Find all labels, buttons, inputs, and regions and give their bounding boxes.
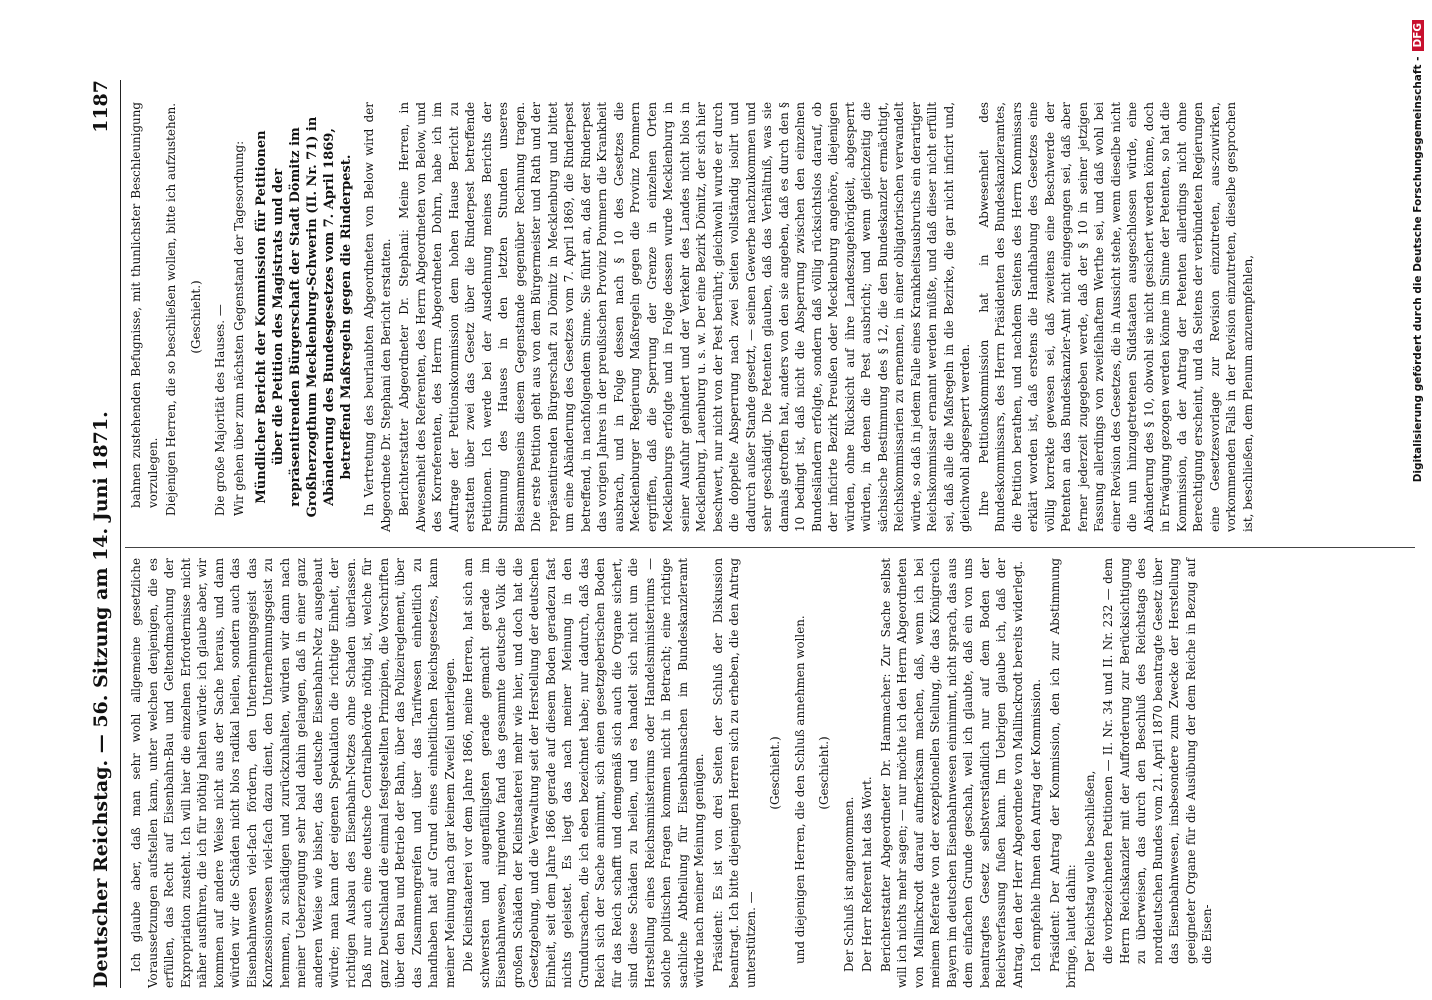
agenda-item-heading: Mündlicher Bericht der Kommission für Petitionen über die Petition des Magistrats und der repräsentirenden Bürgerschaft der Stadt Dömitz im Großherzogthum Mecklenburg-Schwerin (II. Nr. 71) in Abänderung des Bundesgesetzes vom 7. April 1869, betreffend Maßregeln gegen die Rinderpest. (254, 116, 354, 518)
paragraph: und diejenigen Herren, die den Schluß annehmen wollen. (792, 615, 807, 964)
paragraph: Der Herr Referent hat das Wort. (860, 776, 874, 972)
running-title: Deutscher Reichstag. — 56. Sitzung am 14. Juni 1871. (90, 411, 112, 988)
paragraph: die vorbezeichneten Petitionen — II. Nr. 34 und II. Nr. 232 — dem Herrn Reichskanzler mit der Aufforderung zur Berücksichtigung zu überweisen, das durch den Beschluß des Reichstags des norddeutschen Bundes vom 21. April 1870 beantragte Gesetz über das Eisenbahnwesen, insbesondere zum Zwecke der Herstellung geeigneter Organe für die Ausübung der dem Reiche in Bezug auf die Eisen- (1101, 558, 1214, 964)
column-divider (125, 547, 1415, 548)
header-rule (120, 80, 121, 988)
paragraph: Ich glaube aber, daß man sehr wohl allgemeine gesetzliche Voraussetzungen aufstellen kann, unter welchen denjenigen, die es erfüllen, das Recht auf Eisenbahn-Bau und Geltendmachung der Expropriation zusteht. Ich will hier die einzelnen Erfordernisse nicht näher ausführen, die ich für nöthig halten würde: ich glaube aber, wir kommen auf andere Weise nicht aus der Sache heraus, und dann würden wir die Schäden nicht blos radikal heilen, sondern auch das Eisenbahnwesen viel-fach fördern, den Unternehmungsgeist das Konzessionswesen viel-fach dazu dient, den Unternehmungsgeist zu hemmen, zu schädigen und zurückzuhalten, würden wir dann nach meiner Ueberzeugung sehr bald dahin gelangen, daß in einer ganz anderen Weise wie bisher, das deutsche Eisenbahn-Netz ausgebaut würde; man kann der eigenen Spekulation die richtige Einheit, der richtigen Ausbau des Eisenbahn-Netzes ohne Schaden überlassen. Daß nur auch eine deutsche Centralbehörde nöthig ist, welche für ganz Deutschland die einmal festgestellten Prinzipien, die Vorschriften über den Bau und Betrieb der Bahn, über das Polizeireglement, über das Zusammengreifen und über das Tarifwesen einheitlich zu handhaben hat auf Grund eines einheitlichen Reichsgesetzes, kann meiner Meinung nach gar keinem Zweifel unterliegen. (129, 558, 457, 988)
dfg-badge: DFG (1412, 20, 1424, 51)
paragraph: Ich empfehle Ihnen den Antrag der Kommission. (1029, 679, 1043, 972)
digitisation-note: Digitalisierung gefördert durch die Deutsche Forschungsgemeinschaft - (1412, 56, 1424, 483)
paragraph: Präsident: Der Antrag der Kommission, den ich zur Abstimmung bringe, lautet dahin: (1047, 558, 1078, 988)
paragraph: Präsident: Es ist von drei Seiten der Schluß der Diskussion beantragt. Ich bitte diejenigen Herren sich zu erheben, die den Antrag unterstützen. — (710, 558, 758, 988)
page-number: 1187 (90, 80, 112, 133)
right-column (128, 102, 1255, 532)
left-column (128, 558, 1418, 988)
paragraph: Berichterstatter Abgeordneter Dr. Stephani: Meine Herren, in Abwesenheit des Referenten, des Herrn Abgeordneten von Below, und des Korreferenten, des Herrn Abgeordneten Dohrn, habe ich im Auftrage der Petitionskommission dem hohen Hause Bericht zu erstatten über zwei das Gesetz über die Rinderpest betreffende Petitionen. Ich werde bei der Ausdehnung meines Berichts der Stimmung des Hauses in den letzten Stunden unseres Beisammenseins diesem Gegenstande gegenüber Rechnung tragen. Die erste Petition geht aus von dem Bürgermeister und Rath und der repräsentirenden Bürgerschaft zu Dömitz in Mecklenburg und bittet um eine Abänderung des Gesetzes vom 7. April 1869, die Rinderpest betreffend, in nachfolgendem Sinne. Sie führt an, daß der Rinderpest das vorigen Jahres in der preußischen Provinz Pommern die Krankheit ausbrach, und in Folge dessen nach § 10 des Gesetzes die Mecklenburger Regierung Maßregeln gegen die Provinz Pommern ergriffen, daß die Sperrung der Grenze in einzelnen Orten Mecklenburgs erfolgte und in Folge dessen wurde Mecklenburg in seiner Ausfuhr gehindert und der Verkehr des Landes nicht blos in Mecklenburg, Lauenburg u. s. w. Der eine Bezirk Dömitz, der sich hier beschwert, nur nicht von der Pest berührt; gleichwohl wurde er durch die doppelte Absperrung nach zwei Seiten vollständig isolirt und dadurch außer Stande gesetzt, — seinen Gewerbe nachzukommen und sehr geschädigt. Die Petenten glauben, daß das Verhältniß, was sie damals getroffen hat, anders von den sie angeben, daß es durch den § 10 bedingt ist, daß nicht die Absperrung zwischen den einzelnen Bundesländern erfolgte, sondern daß völlig rücksichtslos darauf, ob der inficirte Bezirk Preußen oder Mecklenburg angehöre, diejenigen würden, ohne Rücksicht auf ihre Landeszugehörigkeit, abgesperrt würden, in denen die Pest ausbricht; und wenn gleichzeitig die sächsische Bestimmung des § 12, die den Bundeskanzler ermächtigt, Reichskommissarien zu ernennen, in einer obligatorischen verwandelt würde, so daß in jedem Falle eines Krankheitsausbruchs ein derartiger Reichskommissar ernannt werden müßte, und daß dieser nicht erfüllt sei, daß alle die Maßregeln in die Bezirke, die gar nicht inficirt und, gleichwohl abgesperrt werden. (397, 102, 972, 532)
paragraph: Wir gehen über zum nächsten Gegenstand der Tagesordnung: (231, 140, 246, 516)
procedural-note: (Geschieht.) (817, 736, 831, 810)
paragraph: Ihre Petitionskommission hat in Abwesenheit des Bundeskommissars, des Herrn Präsidenten des Bundeskanzleramtes, die Petition berathen, und nachdem Seitens des Herrn Kommissars erklärt worden ist, daß erstens die Handhabung des Gesetzes eine völlig korrekte gewesen sei, daß zweitens eine Beschwerde der Petenten an das Bundeskanzler-Amt nicht eingegangen sei, daß aber ferner jederzeit zugegeben werde, daß der § 10 in seiner jetzigen Fassung allerdings von zweifelhaftem Werthe sei, und daß wohl bei einer Revision des Gesetzes, die in Aussicht stehe, wenn dieselbe nicht die nun hinzugetretenen Südstaaten ausgeschlossen würde, eine Abänderung des § 10, obwohl sie nicht gesichert werden könne, doch in Erwägung gezogen werden könne im Sinne der Petenten, so hat die Kommission, da der Antrag der Petenten allerdings nicht ohne Berechtigung erscheint, und da Seitens der verbündeten Regierungen eine Gesetzesvorlage zur Revision einzutreten, aus-zuwirken, vorkommenden Falls in der Revision einzutreten, dieselbe gesprochen ist, beschließen, dem Plenum anzuempfehlen, (976, 102, 1255, 532)
page-header (78, 80, 118, 988)
paragraph: Der Reichstag wolle beschließen, (1082, 770, 1097, 972)
paragraph: bahnen zustehenden Befugnisse, mit thunlichster Beschleunigung vorzulegen. (129, 102, 160, 508)
procedural-note: (Geschieht.) (188, 280, 203, 354)
paragraph: Der Schluß ist angenommen. (841, 796, 856, 972)
paragraph: Die große Majorität des Hauses. — (213, 304, 227, 516)
paragraph: Die Kleinstaaterei vor dem Jahre 1866, meine Herren, hat sich am schwersten und augenfälligsten gerade gemacht gerade im Eisenbahnwesen, nirgendwo fand das gesammte deutsche Volk die großen Schäden der Kleinstaaterei mehr wie hier, und doch hat die Gesetzgebung, und die Verwaltung seit der Herstellung der deutschen Einheit, seit dem Jahre 1866 gerade auf diesem Boden geradezu fast nichts geleistet. Es liegt das nach meiner Meinung in den Grundursachen, die ich eben bezeichnet habe; nur dadurch, daß das Reich sich der Sache annimmt, sich einen gesetzgeberischen Boden für das Reich schafft und demgemäß sich auch die Organe sichert, sind diese Schäden zu heilen, und es handelt sich nicht um die Herstellung eines Reichsministeriums oder Handelsministeriums — solche politischen Fragen kommen nicht in Betracht; eine richtige sachliche Abtheilung für Eisenbahnsachen im Bundeskanzleramt würde nach meiner Meinung genügen. (461, 558, 706, 988)
digitisation-credit (1408, 20, 1428, 970)
paragraph: Diejenigen Herren, die so beschließen wollen, bitte ich aufzustehen. (164, 102, 178, 516)
paragraph: Berichterstatter Abgeordneter Dr. Hammacher: Zur Sache selbst will ich nichts mehr sagen; — nur möchte ich den Herrn Abgeordneten von Mallinckrodt darauf aufmerksam machen, daß, wenn ich bei meinem Referate von der exzeptionellen Stellung, die das Königreich Bayern im deutschen Eisenbahnwesen einnimmt, nicht sprach, das aus dem einfachen Grunde geschah, weil ich glaubte, daß ein von uns beantragtes Gesetz selbstverständlich nur auf dem Boden der Reichsverfassung fußen kann. Im Uebrigen glaube ich, daß der Antrag, den der Herr Abgeordnete von Mallinckrodt bereits widerlegt. (878, 558, 1025, 988)
procedural-note: (Geschieht.) (768, 736, 782, 810)
paragraph: In Vertretung des beurlaubten Abgeordneten von Below wird der Abgeordnete Dr. Stephani den Bericht erstatten. (362, 102, 393, 532)
